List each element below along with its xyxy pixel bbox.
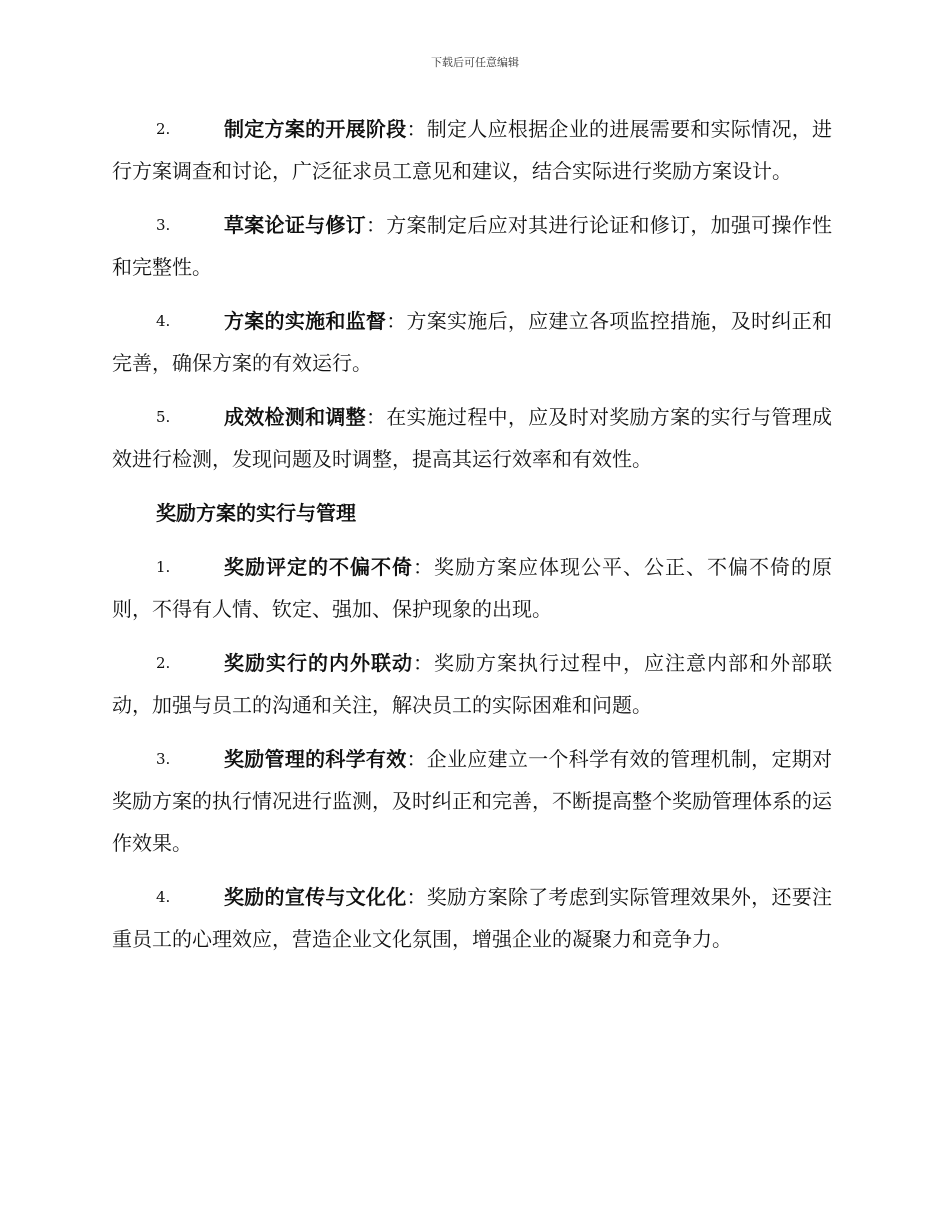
section-heading: 奖励方案的实行与管理 bbox=[156, 501, 356, 525]
page-header-note: 下载后可任意编辑 bbox=[431, 56, 519, 69]
item-number: 3. bbox=[156, 750, 171, 768]
list-item bbox=[112, 300, 832, 384]
item-body: ：方案制定后应对其进行论证和修订，加强可操作性和完整性。 bbox=[112, 213, 833, 279]
list-item bbox=[112, 204, 832, 288]
item-number: 1. bbox=[156, 558, 171, 576]
item-body: ：企业应建立一个科学有效的管理机制，定期对奖励方案的执行情况进行监测，及时纠正和完善，不断提高整个奖励管理体系的运作效果。 bbox=[112, 747, 833, 855]
item-term: 奖励实行的内外联动 bbox=[224, 651, 413, 675]
item-number: 5. bbox=[156, 408, 171, 426]
list-item bbox=[112, 738, 832, 864]
item-body: ：制定人应根据企业的进展需要和实际情况，进行方案调查和讨论，广泛征求员工意见和建议，结合实际进行奖励方案设计。 bbox=[112, 117, 833, 183]
item-number: 3. bbox=[156, 216, 171, 234]
item-term: 奖励的宣传与文化化 bbox=[224, 885, 407, 909]
list-item bbox=[112, 876, 832, 960]
item-term: 草案论证与修订 bbox=[224, 213, 366, 237]
item-number: 2. bbox=[156, 654, 171, 672]
item-term: 成效检测和调整 bbox=[224, 405, 366, 429]
list-item bbox=[112, 546, 832, 630]
item-number: 2. bbox=[156, 120, 171, 138]
item-body: ：奖励方案应体现公平、公正、不偏不倚的原则，不得有人情、钦定、强加、保护现象的出现。 bbox=[112, 555, 832, 621]
item-body: ：方案实施后，应建立各项监控措施，及时纠正和完善，确保方案的有效运行。 bbox=[112, 309, 833, 375]
item-term: 奖励评定的不偏不倚 bbox=[224, 555, 413, 579]
item-body: ：奖励方案执行过程中，应注意内部和外部联动，加强与员工的沟通和关注，解决员工的实际困难和问题。 bbox=[112, 651, 832, 717]
list-item bbox=[112, 642, 832, 726]
item-term: 方案的实施和监督 bbox=[224, 309, 387, 333]
list-item bbox=[112, 396, 832, 480]
item-body: ：奖励方案除了考虑到实际管理效果外，还要注重员工的心理效应，营造企业文化氛围，增强企业的凝聚力和竞争力。 bbox=[112, 885, 833, 951]
item-number: 4. bbox=[156, 888, 171, 906]
item-body: ：在实施过程中，应及时对奖励方案的实行与管理成效进行检测，发现问题及时调整，提高其运行效率和有效性。 bbox=[112, 405, 833, 471]
item-term: 奖励管理的科学有效 bbox=[224, 747, 407, 771]
item-term: 制定方案的开展阶段 bbox=[224, 117, 407, 141]
document-body bbox=[112, 108, 832, 972]
item-number: 4. bbox=[156, 312, 171, 330]
list-item bbox=[112, 108, 832, 192]
